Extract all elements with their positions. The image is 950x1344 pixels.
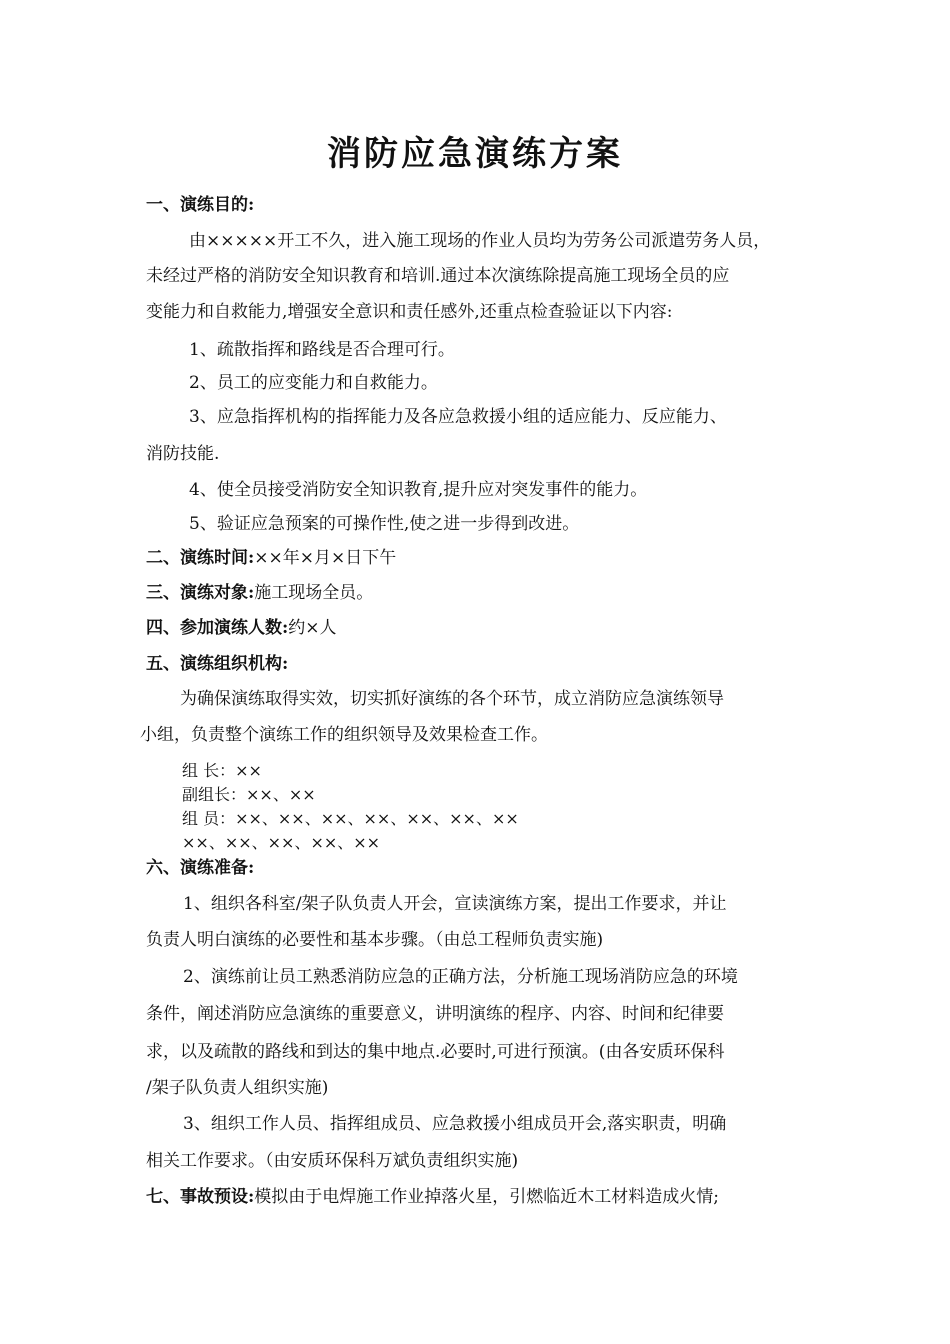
section-7-label: 七、事故预设:: [146, 1187, 255, 1207]
section-6-heading: 六、演练准备:: [146, 858, 255, 878]
section-7-value: 模拟由于电焊施工作业掉落火星，引燃临近木工材料造成火情;: [254, 1187, 720, 1207]
section-3: [146, 582, 373, 604]
section-4-label: 四、参加演练人数:: [146, 618, 289, 638]
paragraph-line: 条件，阐述消防应急演练的重要意义，讲明演练的程序、内容、时间和纪律要: [146, 1004, 724, 1024]
paragraph-line: 求，以及疏散的路线和到达的集中地点.必要时,可进行预演。(由各安质环保科: [146, 1042, 725, 1062]
list-item: 3、应急指挥机构的指挥能力及各应急救援小组的适应能力、反应能力、: [189, 407, 727, 427]
org-members: 组 员：××、××、××、××、××、××、××: [182, 809, 519, 828]
section-7: [146, 1186, 719, 1208]
list-item: 4、使全员接受消防安全知识教育,提升应对突发事件的能力。: [189, 480, 648, 500]
section-2: [146, 547, 396, 569]
org-deputy: 副组长：××、××: [182, 785, 316, 804]
section-4-value: 约×人: [288, 618, 337, 638]
paragraph-line: 2、演练前让员工熟悉消防应急的正确方法，分析施工现场消防应急的环境: [183, 967, 738, 987]
org-leader: 组 长：××: [182, 761, 262, 780]
paragraph-line: 小组，负责整个演练工作的组织领导及效果检查工作。: [140, 725, 548, 745]
section-1-heading: 一、演练目的:: [146, 195, 255, 215]
section-5-heading: 五、演练组织机构:: [146, 654, 289, 674]
paragraph-line: /架子队负责人组织实施): [146, 1078, 329, 1098]
paragraph-line: 未经过严格的消防安全知识教育和培训.通过本次演练除提高施工现场全员的应: [146, 266, 730, 286]
paragraph-line: 为确保演练取得实效，切实抓好演练的各个环节，成立消防应急演练领导: [180, 689, 724, 709]
list-item: 1、疏散指挥和路线是否合理可行。: [189, 340, 455, 360]
paragraph-line: 相关工作要求。（由安质环保科万斌负责组织实施): [146, 1151, 519, 1171]
section-3-value: 施工现场全员。: [254, 583, 374, 603]
paragraph-line: 负责人明白演练的必要性和基本步骤。（由总工程师负责实施): [146, 930, 604, 950]
list-item: 5、验证应急预案的可操作性,使之进一步得到改进。: [189, 514, 580, 534]
section-3-label: 三、演练对象:: [146, 583, 255, 603]
list-item: 消防技能.: [146, 444, 220, 464]
paragraph-line: 变能力和自救能力,增强安全意识和责任感外,还重点检查验证以下内容:: [146, 302, 673, 322]
list-item: 2、员工的应变能力和自救能力。: [189, 373, 438, 393]
section-2-value: ××年×月×日下午: [254, 548, 397, 568]
paragraph-line: 3、组织工作人员、指挥组成员、应急救援小组成员开会,落实职责，明确: [183, 1114, 727, 1134]
section-2-label: 二、演练时间:: [146, 548, 255, 568]
paragraph-line: 由×××××开工不久，进入施工现场的作业人员均为劳务公司派遣劳务人员，: [189, 231, 771, 251]
paragraph-line: 1、组织各科室/架子队负责人开会，宣读演练方案，提出工作要求，并让: [183, 894, 727, 914]
org-members-continued: ××、××、××、××、××: [182, 833, 381, 852]
document-title: 消防应急演练方案: [327, 134, 623, 174]
section-4: [146, 617, 337, 639]
